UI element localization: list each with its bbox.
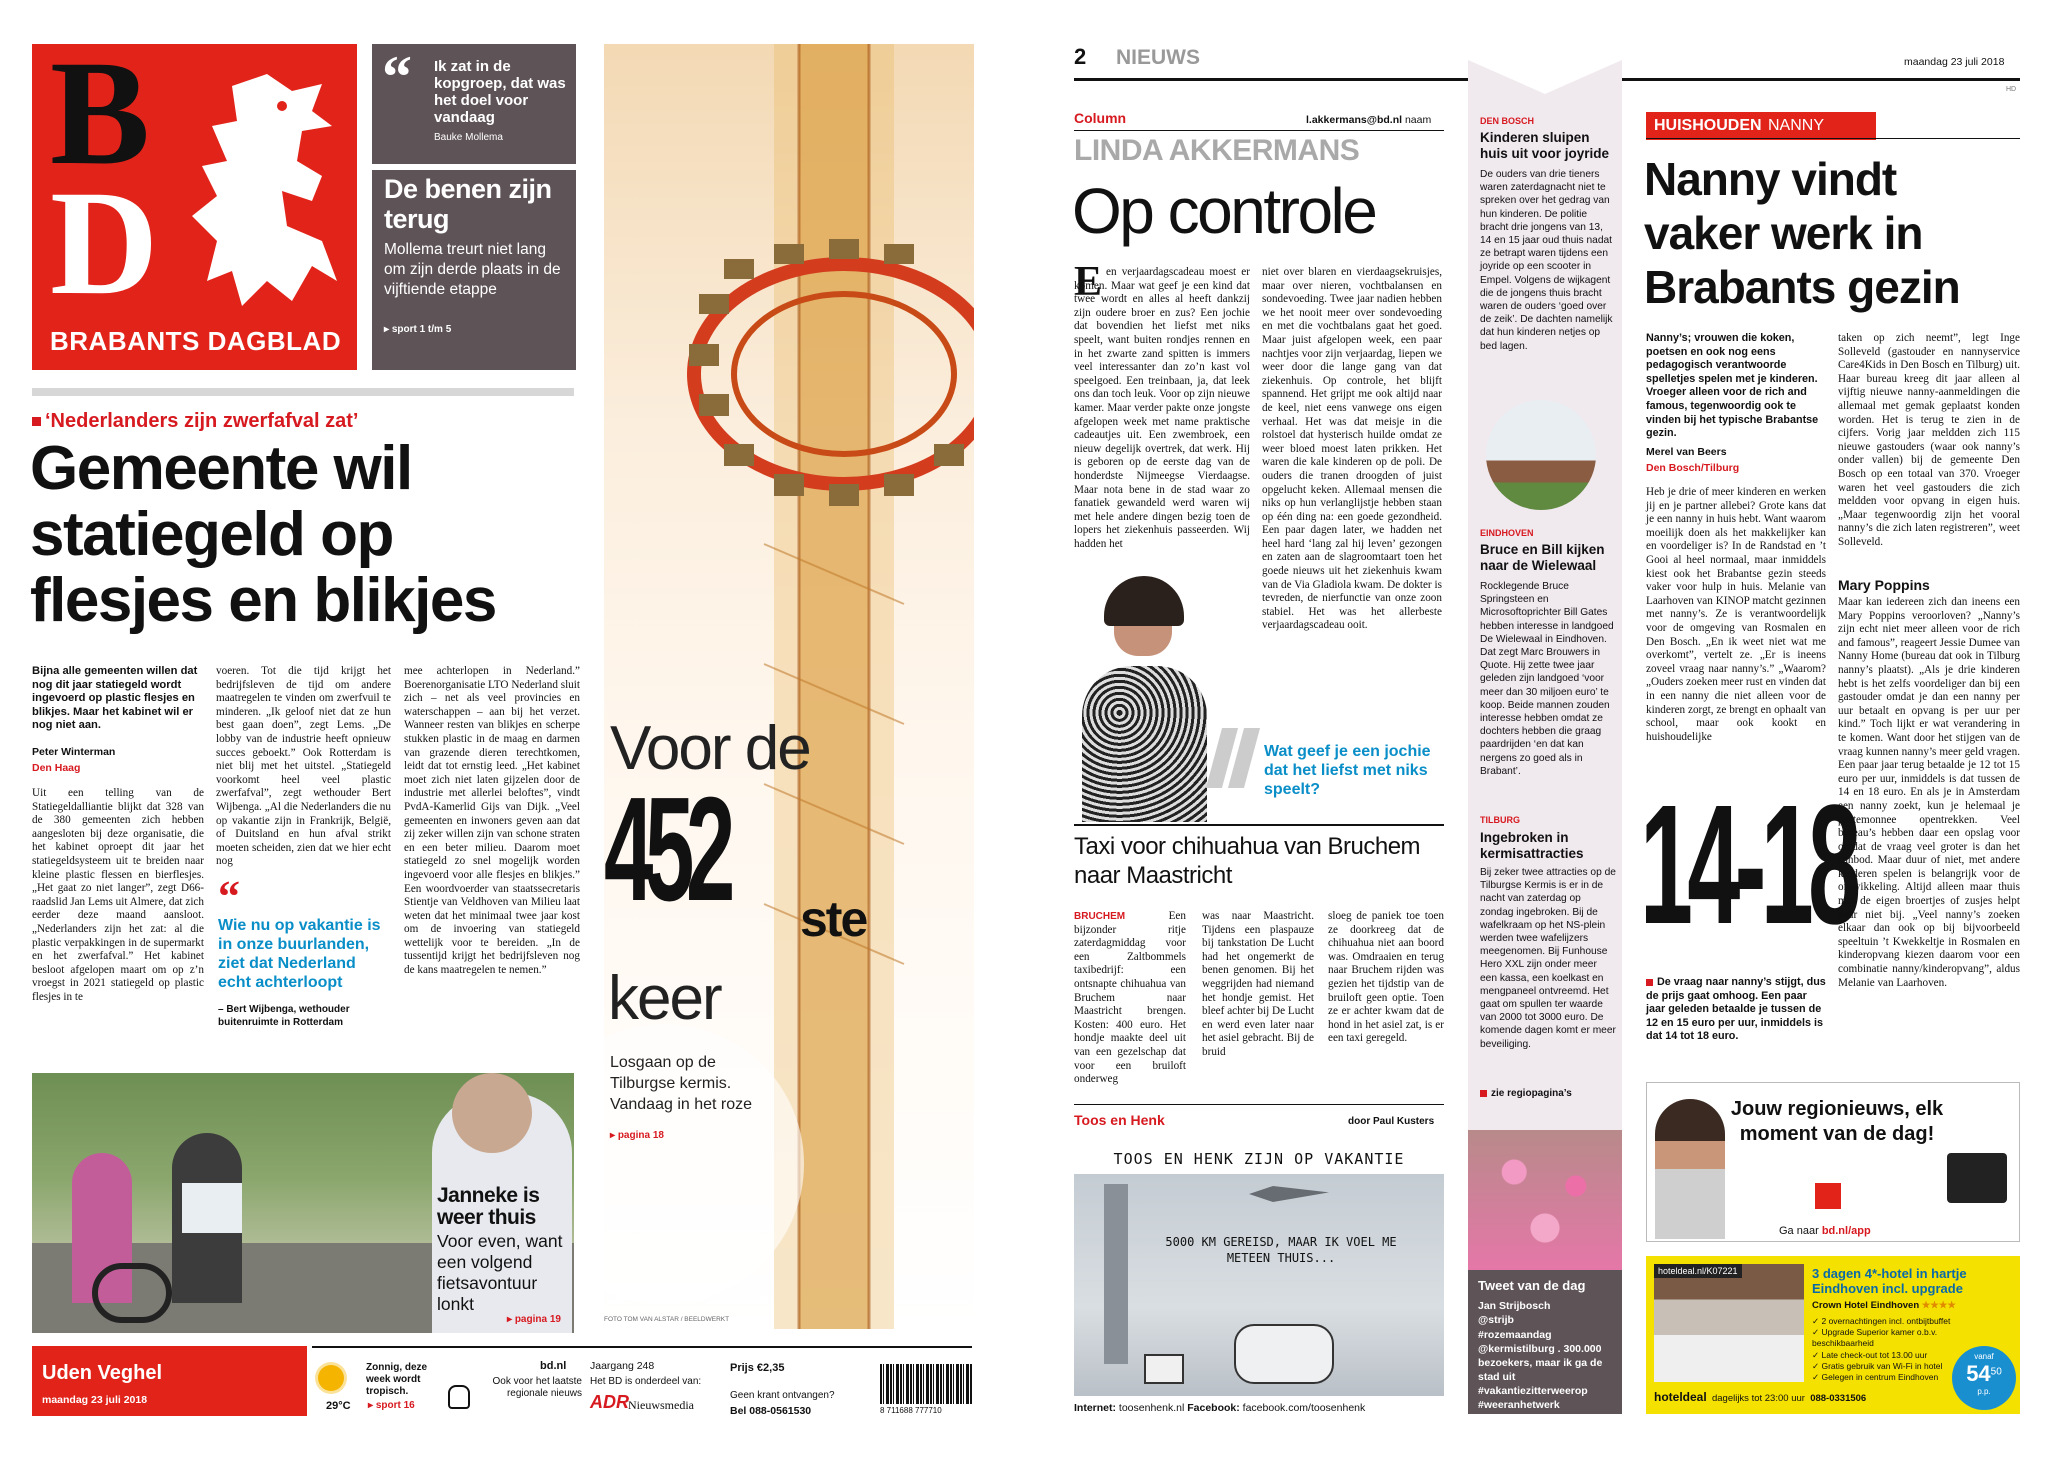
cartoon-label: Toos en Henk (1074, 1112, 1165, 1128)
hand-icon (448, 1385, 470, 1409)
nanny-label: HUISHOUDEN (1654, 117, 1762, 134)
edition-box (32, 1346, 307, 1416)
taxi-headline[interactable]: Taxi voor chihuahua van Bruchem naar Maastricht (1074, 833, 1421, 889)
sidebar-place-2: EINDHOVEN (1480, 528, 1534, 538)
kermis-line1: Voor de (610, 714, 810, 783)
sidebar-photo-1 (1486, 400, 1596, 510)
tweet-box (1468, 1270, 1622, 1425)
front-pull-author: – Bert Wijbenga, wethouder buitenruimte in Rotterdam (218, 1004, 350, 1028)
cartoon-author: door Paul Kusters (1348, 1116, 1435, 1127)
sidebar-title-3[interactable]: Ingebroken in kermisattracties (1480, 830, 1584, 861)
front-intro: Bijna alle gemeenten willen dat nog dit jaar statiegeld wordt ingevoerd op plastic flesjes en blikjes. Maar het kabinet wil er nog niet aan. (32, 665, 198, 732)
tweet-label: Tweet van de dag (1478, 1278, 1586, 1293)
hotel-ad-photo (1654, 1264, 1804, 1382)
nanny-author: Merel van Beers (1646, 446, 1727, 458)
front-col1: Uit een telling van de Statiegeldalliantie blijkt dat 328 van de 380 gemeenten zich hebben aangesloten bij deze organisatie, die het kabinet oproept dit jaar het statiegeldsysteem uit te breiden naar kleine plastic flessen en bierflesjes. „Het gaat zo niet langer”, zegt D66-raadslid Jan Lems uit Almere, dat zich eerder deze maand aansloot. „Nederlanders zijn het zat: al die plastic verpakkingen in de supermarkt en het zwerfafval.” Het kabinet besloot afgelopen maart om op z’n vroegst in 2021 statiegeld op plastic flesjes in te (32, 787, 204, 1003)
cartoon-footer: Internet: toosenhenk.nl Facebook: facebook.com/toosenhenk (1074, 1402, 1366, 1414)
front-col3: mee achterlopen in Nederland.” Boerenorganisatie LTO Nederland sluit zich – net als veel provincies en waterschappen – aan bij het verzet. Wanneer resten van blikjes en scherpe stukken plastic in de maag en darmen van grazende dieren terechtkomen, leidt dat tot ernstig leed. „Het kabinet moet zich niet laten gijzelen door de industrie met allerlei beloftes”, vindt PvdA-Kamerlid Gijs van Dijk. „Veel gemeenten en inwoners geven aan dat zij zeker willen zijn van schone straten en een beter milieu. Daarom moet statiegeld zo snel mogelijk worden ingevoerd voor alle flesjes en blikjes.” Een woordvoerder van staatssecretaris Stientje van Veldhoven van Milieu laat weten dat het minimaal twee jaar kost om de invoering van statiegeld wettelijk voor te bereiden. „In de tussentijd krijgt het bedrijfsleven nog de kans maatregelen te nemen.” (404, 665, 580, 977)
hotel-ad-url: hoteldeal.nl/K07221 (1654, 1264, 1742, 1278)
quote-icon: “ (382, 44, 412, 110)
sidebar-place-1: DEN BOSCH (1480, 116, 1535, 126)
nanny-col2b: Maar kan iedereen zich dan ineens een Mary Poppins veroorloven? „Nanny’s zijn echt niet meer alleen voor de rich and famous”, reageert Jessie Dumee van Nanny Home (bureau dat ook in Tilburg nanny’s plaatst). „Als je drie kinderen hebt is het zelfs voordeliger dan bij een gastouder omdat je dan een nanny per uur betaalt en opvang is per uur per kind.” Toch lijkt er wat verandering in te komen. Want door het stijgen van de vraag kunnen nanny’s meer geld vragen. Een paar jaar terug betaalde je 12 tot 15 euro per uur, inmiddels is dat tussen de 14 en 18 euro. En als je in Amsterdam een nanny zoekt, kun je helemaal je portemonnee opentrekken. Veel bureau’s hebben daar een opslag voor omdat de vraag veel groter is dan het aanbod. Maar duur of niet, met andere kinderen spelen is belangrijk voor de ontwikkeling. Altijd alleen maar thuis met de eigen broertjes of zusjes helpt daar niet bij. „Veel nanny’s zoeken elkaar dan ook op bij bijvoorbeeld speeltuin ’t Kwekkeltje in Rosmalen en kinderopvang kiezen daarom voor een combinatie nanny/kinderopvang”, aldus Melanie van Laarhoven. (1838, 596, 2020, 989)
contact-text: Geen krant ontvangen? (730, 1390, 835, 1401)
taxi-col1: BRUCHEM Een bijzonder ritje zaterdagmiddag voor een Zaltbommels taxibedrijf: een ontsnapte chihuahua van Bruchem naar Maastricht brengen. Kosten: 400 euro. Het hondje maakte deel uit van een gezelschap dat voor een bruiloft onderweg (1074, 910, 1186, 1086)
lion-emblem-icon (172, 66, 347, 316)
sidebar-place-3: TILBURG (1480, 815, 1520, 825)
hotel-price-badge: vanaf $54^{50}$ p.p. (1952, 1346, 2016, 1410)
bd-mini-logo (1815, 1183, 1841, 1209)
hotel-bullet: ✓ Gratis gebruik van Wi-Fi in hotel (1812, 1360, 1943, 1371)
kermis-number: 452 (604, 767, 727, 932)
nanny-subhead: Mary Poppins (1838, 577, 1930, 593)
site-text: Ook voor het laatste regionale nieuws (492, 1376, 582, 1399)
taxi-col2: was naar Maastricht. Tijdens een plaspauze bij tankstation De Lucht had het ongemerkt de benen genomen. Bij het weggrijden had niemand het hondje gemist. Het bleef achter bij De Lucht en werd even later naar het asiel gebracht. Bij de bruid (1202, 910, 1314, 1058)
nanny-headline[interactable]: Nanny vindt vaker werk in Brabants gezin (1644, 153, 1960, 313)
site-link[interactable]: bd.nl (540, 1360, 567, 1372)
quote-box-ref[interactable]: ▸ sport 1 t/m 5 (384, 324, 452, 335)
adr-text: Het BD is onderdeel van: (590, 1376, 702, 1387)
sidebar-text-3: Bij zeker twee attracties op de Tilburgse Kermis is er in de nacht van zaterdag op zondag ingebroken. Bij de wafelkraam op het NS-plein werden twee wafelijzers meegenomen. Bij Funhouse Hero XXL zijn onder meer een kassa, een koelkast en mengpaneel ontvreemd. Het gaat om spullen ter waarde van 2000 tot 3000 euro. De komende dagen komt er meer beveiliging. (1480, 867, 1616, 1050)
contact-phone: Bel 088-0561530 (730, 1405, 812, 1417)
hotel-bullet: ✓ Gelegen in centrum Eindhoven (1812, 1372, 1939, 1383)
nanny-number-caption: De vraag naar nanny’s stijgt, dus de prijs gaat omhoog. Een paar jaar geleden betaalde je tussen de 12 en 15 euro per uur, inmiddels is dat 14 tot 18 euro. (1646, 976, 1826, 1043)
sport-quote-box (372, 44, 576, 370)
column-pull-quote: Wat geef je een jochie dat het liefst met niks speelt? (1264, 743, 1431, 798)
hotel-ad-title: 3 dagen 4*-hotel in hartje Eindhoven incl. upgrade (1812, 1266, 1967, 1296)
quote-box-teaser: Mollema treurt niet lang om zijn derde plaats in de vijftiende etappe (384, 241, 561, 298)
nanny-intro: Nanny’s; vrouwen die koken, poetsen en ook nog eens pedagogisch verantwoorde spelletjes spelen met je kinderen. Vroeger alleen voor de rich and famous, tegenwoordig ook te vinden bij het typische Brabantse gezin. (1646, 332, 1819, 440)
column-dropcap: E (1074, 259, 1103, 305)
hotel-ad-bullets (1812, 1316, 1962, 1383)
tweet-text: #rozemaandag @kermistilburg . 300.000 bezoekers, maar ik ga de stad uit #vakantiezitterweerop #weeranhetwerk #lekkervluchten (1478, 1329, 1603, 1425)
column-title: Op controle (1072, 175, 1376, 247)
hotel-bullet: ✓ 2 overnachtingen incl. ontbijtbuffet (1812, 1316, 1951, 1326)
price: Prijs €2,35 (730, 1362, 785, 1374)
nanny-col2a: taken op zich neemt”, legt Inge Solleveld (gastouder en nannyservice Care4Kids in Den Bosch en Tilburg) uit. Haar bureau kreeg dit jaar alleen al vijftig nieuwe nanny-aanmeldingen die allemaal met gemak geplaatst konden worden. Het is terug te zien in de cijfers. Vorig jaar meldden zich 115 nieuwe gastouders (waar ook nanny’s onder vallen) bij de gemeente Den Bosch op een totaal van 370. Vroeger waren het veel gastouders die zich meldden voor opvang in eigen huis. „Maar tegenwoordig zijn het vooral nanny’s die zich laten registreren”, weet Solleveld. (1838, 332, 2020, 548)
columnist-photo (1074, 576, 1214, 822)
photo-teaser-title: Janneke is weer thuis (437, 1184, 540, 1229)
column-author: LINDA AKKERMANS (1074, 134, 1360, 167)
page-code: HD (2006, 86, 2017, 93)
cartoon-title: TOOS EN HENK ZIJN OP VAKANTIE (1113, 1150, 1405, 1168)
photo-teaser-ref[interactable]: ▸ pagina 19 (507, 1314, 561, 1325)
hotel-ad-hotel: Crown Hotel Eindhoven ★★★★ (1812, 1300, 1956, 1311)
app-ad-cta[interactable]: Ga naar bd.nl/app (1779, 1225, 1871, 1237)
logo-letters: B D (50, 30, 155, 326)
quote-author: Bauke Mollema (434, 132, 503, 143)
adr-name: Nieuwsmedia (628, 1398, 694, 1412)
sidebar-ref[interactable]: zie regiopagina’s (1480, 1088, 1572, 1099)
sport-ref[interactable]: ▸ sport 16 (368, 1400, 415, 1411)
nanny-label2: NANNY (1768, 117, 1825, 134)
barcode (880, 1364, 972, 1404)
tweet-handle: @strijb (1478, 1314, 1514, 1326)
sun-icon (318, 1365, 344, 1391)
hotel-bullet: ✓ Upgrade Superior kamer o.b.v. beschikbaarheid (1812, 1327, 1938, 1349)
column-label: Column (1074, 110, 1127, 126)
kermis-suffix: ste (800, 891, 867, 947)
nanny-label-bar (1646, 112, 1876, 140)
jaargang: Jaargang 248 (590, 1360, 655, 1372)
column-col1: en verjaardagscadeau moest er komen. Maar wat geef je een kind dat twee wordt en alles al heeft dankzij zijn oudere broer en zus? Een jochie dat bovendien het liefst met niks speelt, want buiten rondjes rennen en in het zwarte zand spitten is immers veel interessanter dan zo’n kast vol speelgoed. Een treinbaan, ja, dat leek ons dan toch leuk. Voor op zijn nieuwe kamer. Maar verder pakte onze jongste afgelopen week met name praktische cadeautjes uit. Een zwembroek, een nieuw degelijk overtrek, dat werk. Hij is geboren op de eerste dag van de honderdste Nijmeegse Vierdaagse. Maar nota bene in de stad waar zo fanatiek gewandeld werd waren wij met hele andere dingen bezig toen de lopers het ziekenhuis passeerden. Wij hadden het (1074, 266, 1250, 550)
cycling-photo (32, 1073, 574, 1333)
page-section: NIEUWS (1116, 46, 1200, 69)
front-col2: voeren. Tot die tijd krijgt het bedrijfsleven de tijd om andere maatregelen te vinden om zwerfvuil te minderen. „Ik geloof niet dat ze hun best gaan doen”, zegt Lems. „De lobby van de industrie heeft opnieuw succes geboekt.” Ook Rotterdam is niet blij met het uitstel. „Statiegeld voorkomt heel veel plastic zwerfafval”, zegt wethouder Bert Wijbenga. „Al die Nederlanders die nu op vakantie zijn in Frankrijk, België, of Duitsland en hun afval strikt moeten scheiden, zien dat we hier echt nog (216, 665, 391, 868)
column-col2: niet over blaren en vierdaagsekruisjes, maar over nieren, vochtbalansen en sondevoeding. Twee jaar nadien hebben we het nooit meer over sondevoeding en met die vochtbalans gaat het goed. Maar juist afgelopen week, een paar nachtjes voor zijn verjaardag, liepen we weer door die lange gang van dat ziekenhuis. Op controle, het blijft spannend. Het grijpt me ook altijd naar de keel, niet eens vanwege ons eigen verhaal. Het was dat meisje in die rolstoel dat hysterisch huilde omdat ze weer bloed moest laten prikken. Het waren die kale kinderen op de poli. De ouders die tranen droogden of juist opgelucht keken. Allemaal mensen die niks op hun verlanglijstje hebben staan op één ding na: een goede gezondheid. Een paar dagen later, we hadden net heel hard ‘lang zal hij leven’ gezongen en zaten aan de slagroomtaart toen het goede nieuws uit het ziekenhuis kwam van de Via Gladiola kwam. De dokter is tevreden, de nierfunctie van onze zoon stabiel. Het was het allerbeste verjaardagscadeau ooit. (1262, 266, 1442, 632)
logo-name: BRABANTS DAGBLAD (50, 326, 342, 356)
sidebar-title-1[interactable]: Kinderen sluipen huis uit voor joyride (1480, 130, 1610, 161)
nanny-big-number: 14-18 (1640, 770, 1856, 960)
front-author: Peter Winterman (32, 746, 116, 758)
nanny-col1: Heb je drie of meer kinderen en werken jij en je partner allebei? Grote kans dat je een nanny in huis hebt. Want waarom moeilijk doen als het makkelijker kan en voordeliger is? In de Randstad en ’t Gooi al heel normaal, maar inmiddels kiest ook het Brabantse gezin steeds vaker voor hulp in huis. Melanie van Laarhoven van KINOP matcht gezinnen met nanny’s. Ze is verantwoordelijk voor de omgeving van Rosmalen en Den Bosch. „En ik weet niet wat me overkomt”, vertelt ze. „Er is ineens zoveel vraag naar nanny’s.” „Waarom? „Ouders zoeken meer rust en vinden dat in een nanny die niet alleen voor de kinderen zorgt, ze brengt en ophaalt van school, maar ook kookt en huishoudelijke (1646, 486, 1826, 743)
quote-box-headline: De benen zijn terug (384, 174, 552, 234)
edition-date: maandag 23 juli 2018 (42, 1394, 148, 1406)
taxi-col3: sloeg de paniek toe toen ze doorkreeg dat de chihuahua niet aan boord was. Omdraaien en terug naar Bruchem rijden was gezien het tijdstip van de bruiloft geen optie. Toen ze er achter kwam dat de hond in het asiel zat, is er een taxi geregeld. (1328, 910, 1444, 1045)
page-number: 2 (1074, 44, 1087, 69)
column-email: l.akkermans@bd.nl naam (1306, 114, 1432, 126)
edition-name: Uden Veghel (42, 1362, 163, 1384)
hotel-ad[interactable] (1646, 1256, 2020, 1414)
front-pull-quote: Wie nu op vakantie is in onze buurlanden, ziet dat Nederland echt achterloopt (218, 917, 381, 991)
tablet-icon (1947, 1153, 2007, 1203)
cartoon-panel (1074, 1174, 1444, 1396)
weather-temp: 29°C (326, 1400, 351, 1412)
front-kicker: ‘Nederlanders zijn zwerfafval zat’ (32, 410, 358, 433)
kermis-ref[interactable]: ▸ pagina 18 (610, 1130, 664, 1141)
photo-teaser-text: Voor even, want een volgend fietsavontuur lonkt (437, 1231, 563, 1314)
sidebar-text-2: Rocklegende Bruce Springsteen en Microsoftoprichter Bill Gates hebben interesse in landgoed De Wielewaal in Eindhoven. Dat zegt Marc Brouwers in Quote. Hij zette twee jaar geleden zijn landgoed ‘voor meer dan 30 miljoen euro’ te koop. Beide mannen zouden interesse hebben omdat ze dochters hebben die graag paardrijden ‘en dat kan nergens zo goed als in Brabant’. (1480, 581, 1614, 777)
sidebar-title-2[interactable]: Bruce en Bill kijken naar de Wielewaal (1480, 542, 1605, 573)
app-ad-title: Jouw regionieuws, elk moment van de dag! (1730, 1098, 1944, 1145)
kermis-photo (604, 44, 974, 1329)
photo-credit: FOTO TOM VAN ALSTAR / BEELDWERKT (604, 1316, 730, 1323)
nanny-place: Den Bosch/Tilburg (1646, 462, 1740, 474)
ad-woman-photo (1655, 1099, 1725, 1239)
masthead-logo (32, 30, 357, 370)
page-date: maandag 23 juli 2018 (1904, 56, 2005, 68)
hotel-bullet: ✓ Late check-out tot 13.00 uur (1812, 1349, 1928, 1360)
app-ad[interactable] (1646, 1082, 2020, 1242)
sidebar-text-1: De ouders van drie tieners waren zaterdagnacht niet te spreken over het gedrag van hun kinderen. De politie bracht drie jongens van 13, 14 en 15 jaar oud thuis nadat ze betrapt waren tijdens een joyride op een scooter in Empel. Volgens de wijkagent die de jongens thuis bracht waren de ouders ‘goed over de zeik’. De dachten namelijk dat hun kinderen netjes op bed lagen. (1480, 169, 1613, 352)
kermis-line3: keer (608, 964, 721, 1033)
kermis-subtext: Losgaan op de Tilburgse kermis. Vandaag in het roze (610, 1054, 753, 1113)
pull-quote-icon: “ (218, 872, 240, 921)
sidebar-photo-2 (1468, 1130, 1622, 1270)
tweet-author: Jan Strijbosch (1478, 1300, 1551, 1312)
adr-logo: ADR (590, 1392, 629, 1412)
cartoon-bubble: 5000 KM GEREISD, MAAR IK VOEL ME METEEN THUIS... (1165, 1235, 1397, 1265)
front-headline[interactable]: Gemeente wil statiegeld op flesjes en blikjes (30, 434, 496, 635)
quote-text: Ik zat in de kopgroep, dat was het doel voor vandaag (434, 58, 566, 126)
hotel-ad-footer: hoteldeal dagelijks tot 23:00 uur 088-0331506 (1654, 1390, 1867, 1404)
front-place: Den Haag (32, 762, 81, 774)
weather-text: Zonnig, deze week wordt tropisch. (366, 1362, 428, 1397)
barcode-number: 8 711688 777710 (880, 1406, 942, 1415)
